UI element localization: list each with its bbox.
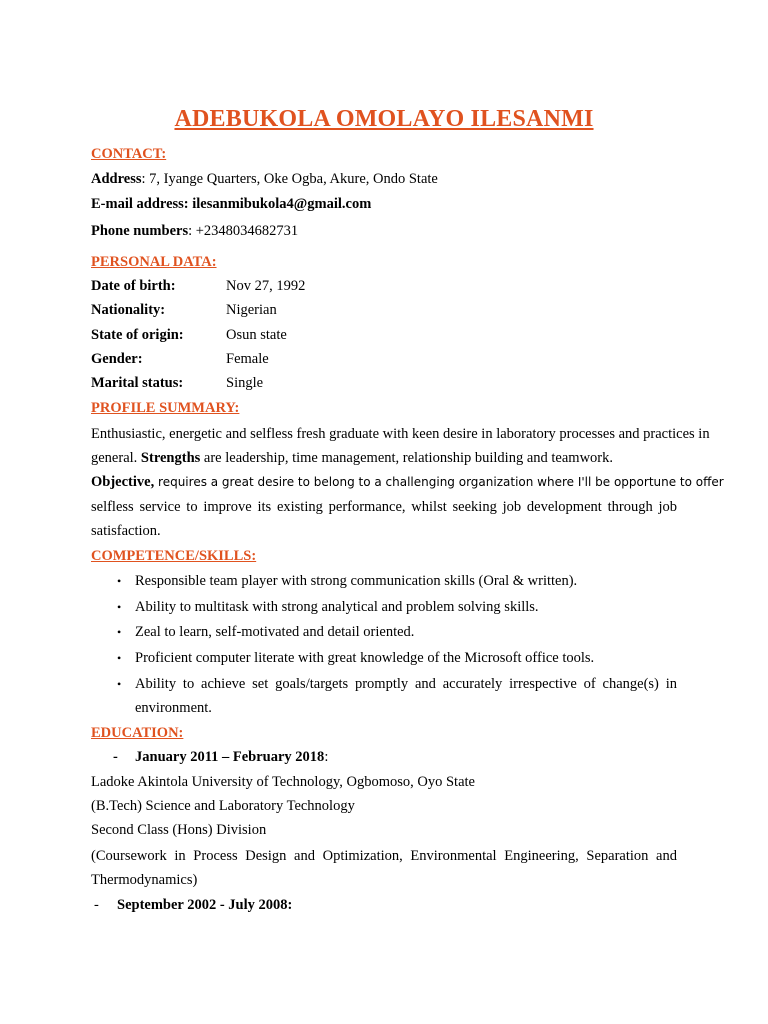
strengths-label: Strengths [140,450,201,466]
profile-summary-heading: PROFILE SUMMARY: [91,400,240,416]
phone-value: : +2348034682731 [188,223,299,239]
nationality-value: Nigerian [226,302,277,318]
education-coursework-line-1: (Coursework in Process Design and Optimization, Environmental Engineering, Separation and [91,848,677,864]
address-line [91,171,438,188]
phone-label: Phone numbers [91,223,189,239]
objective-label: Objective, [91,474,155,490]
gender-label: Gender: [91,351,143,367]
address-value: : 7, Iyange Quarters, Oke Ogba, Akure, Ondo State [141,171,438,187]
phone-line [91,223,298,240]
nationality-label: Nationality: [91,302,166,318]
profile-line-1: Enthusiastic, energetic and selfless fresh graduate with keen desire in laboratory processes and practices in [91,426,710,442]
profile-line-2 [91,450,613,467]
skill-item-1: Responsible team player with strong communication skills (Oral & written). [135,573,578,589]
email-label: E-mail address: [91,196,193,212]
bullet-icon: • [117,677,122,691]
skill-item-2: Ability to multitask with strong analytical and problem solving skills. [135,599,539,615]
skill-item-5: Ability to achieve set goals/targets promptly and accurately irrespective of change(s) in [135,676,677,692]
education-entry-2-date: September 2002 - July 2008: [117,897,293,913]
bullet-icon: • [117,651,122,665]
education-coursework-line-2: Thermodynamics) [91,872,198,888]
bullet-icon: • [117,574,122,588]
objective-text: requires a great desire to belong to a challenging organization where I'll be opportune to offer [154,475,724,489]
dash-marker: - [113,749,118,765]
education-date-1: January 2011 – February 2018 [135,749,325,765]
candidate-name: ADEBUKOLA OMOLAYO ILESANMI [174,106,594,132]
personal-data-heading: PERSONAL DATA: [91,254,217,270]
contact-heading: CONTACT: [91,146,167,162]
profile-line-4: selfless service to improve its existing performance, whilst seeking job development through job [91,499,677,515]
skill-item-5-continuation: environment. [135,700,212,716]
marital-status-value: Single [226,375,264,391]
skill-item-3: Zeal to learn, self-motivated and detail oriented. [135,624,415,640]
address-label: Address [91,171,142,187]
dob-value: Nov 27, 1992 [226,278,306,294]
email-value: ilesanmibukola4@gmail.com [192,196,372,212]
objective-line [91,474,724,491]
state-of-origin-value: Osun state [226,327,287,343]
skills-heading: COMPETENCE/SKILLS: [91,548,257,564]
marital-status-label: Marital status: [91,375,184,391]
gender-value: Female [226,351,269,367]
education-date-1-colon: : [324,749,329,765]
education-institution: Ladoke Akintola University of Technology, Ogbomoso, Oyo State [91,774,475,790]
profile-general: general. [91,450,141,466]
education-degree: (B.Tech) Science and Laboratory Technology [91,798,355,814]
education-class: Second Class (Hons) Division [91,822,267,838]
strengths-text: are leadership, time management, relationship building and teamwork. [200,450,614,466]
bullet-icon: • [117,600,122,614]
skill-item-4: Proficient computer literate with great knowledge of the Microsoft office tools. [135,650,595,666]
dash-marker: - [94,897,99,913]
email-line [91,196,371,213]
dob-label: Date of birth: [91,278,176,294]
education-heading: EDUCATION: [91,725,184,741]
education-entry-1-date [135,749,328,766]
profile-line-5: satisfaction. [91,523,161,539]
state-of-origin-label: State of origin: [91,327,184,343]
bullet-icon: • [117,625,122,639]
